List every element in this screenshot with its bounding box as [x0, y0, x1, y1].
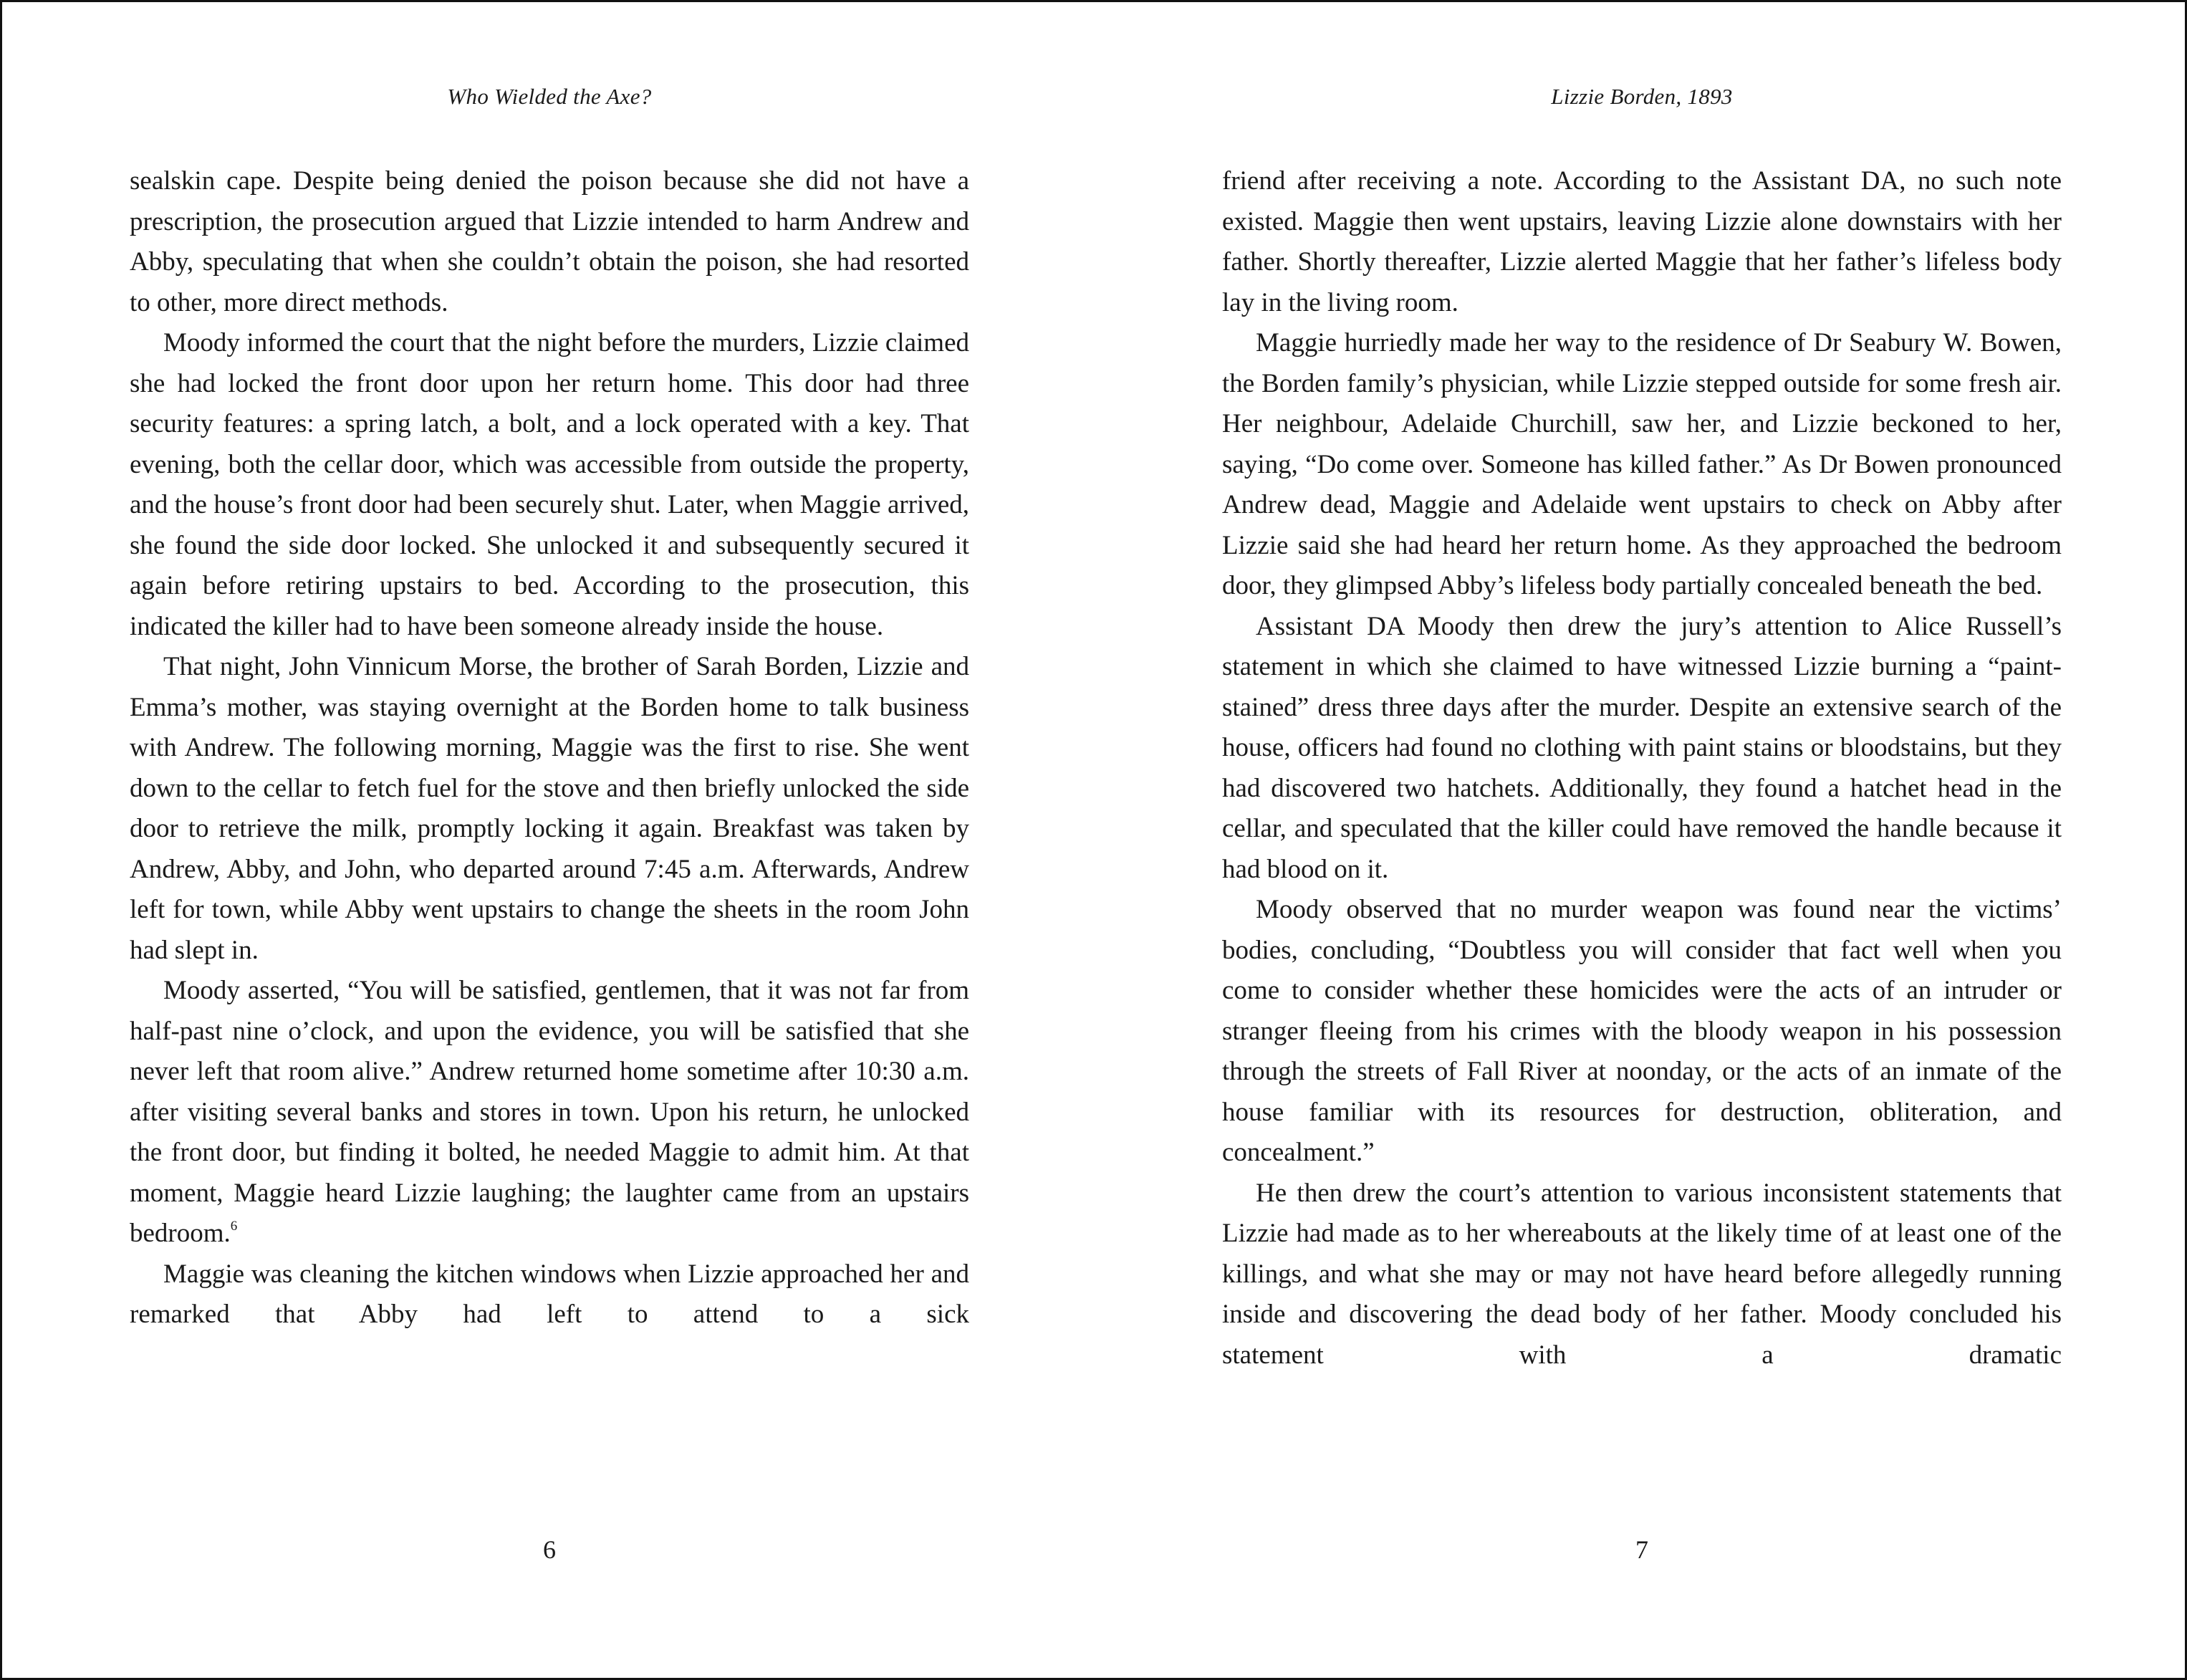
right-page: [1222, 2, 2062, 1678]
body-text-left: [130, 161, 969, 1335]
paragraph: He then drew the court’s attention to various inconsistent statements that Lizzie had made as to her whereabouts at the likely time of at least one of the killings, and what she may or may not have heard before allegedly running inside and discovering the dead body of her father. Moody concluded his statement with a dramatic: [1222, 1178, 2062, 1370]
footnote-marker[interactable]: 6: [230, 1219, 238, 1234]
paragraph: Maggie was cleaning the kitchen windows when Lizzie approached her and remarked that Abby had left to attend to a sick: [130, 1259, 969, 1329]
left-page: [130, 2, 969, 1678]
page-number-left: 6: [543, 1535, 556, 1564]
paragraph: Assistant DA Moody then drew the jury’s attention to Alice Russell’s statement in which she claimed to have witnessed Lizzie burning a “paint-stained” dress three days after the murder. Despite an extensive search of the house, officers had found no clothing with paint stains or bloodstains, but they had discovered two hatchets. Additionally, they found a hatchet head in the cellar, and speculated that the killer could have removed the handle because it had blood on it.: [1222, 611, 2062, 884]
paragraph-text: Moody asserted, “You will be satisfied, gentlemen, that it was not far from half-past nine o’clock, and upon the evidence, you will be satisfied that she never left that room alive.” Andrew returned home sometime after 10:30 a.m. after visiting several banks and stores in town. Upon his return, he unlocked the front door, but finding it bolted, he needed Maggie to admit him. At that moment, Maggie heard Lizzie laughing; the laughter came from an upstairs bedroom.: [130, 976, 969, 1248]
paragraph: Moody informed the court that the night before the murders, Lizzie claimed she had locked the front door upon her return home. This door had three security features: a spring latch, a bolt, and a lock operated with a key. That evening, both the cellar door, which was accessible from outside the property, and the house’s front door had been securely shut. Later, when Maggie arrived, she found the side door locked. She unlocked it and subsequently secured it again before retiring upstairs to bed. According to the prosecution, this indicated the killer had to have been someone already inside the house.: [130, 328, 969, 641]
paragraph: Maggie hurriedly made her way to the residence of Dr Seabury W. Bowen, the Borden family’s physician, while Lizzie stepped outside for some fresh air. Her neighbour, Adelaide Churchill, saw her, and Lizzie beckoned to her, saying, “Do come over. Someone has killed father.” As Dr Bowen pronounced Andrew dead, Maggie and Adelaide went upstairs to check on Abby after Lizzie said she had heard her return home. As they approached the bedroom door, they glimpsed Abby’s lifeless body partially concealed beneath the bed.: [1222, 328, 2062, 600]
running-head-left: Who Wielded the Axe?: [447, 84, 652, 109]
paragraph-with-footnote: [130, 971, 969, 1254]
paragraph: sealskin cape. Despite being denied the poison because she did not have a prescription, the prosecution argued that Lizzie intended to harm Andrew and Abby, speculating that when she couldn’t obtain the poison, she had resorted to other, more direct methods.: [130, 166, 969, 317]
paragraph: friend after receiving a note. According to the Assistant DA, no such note existed. Maggie then went upstairs, leaving Lizzie alone downstairs with her father. Shortly thereafter, Lizzie alerted Maggie that her father’s lifeless body lay in the living room.: [1222, 166, 2062, 317]
paragraph: Moody observed that no murder weapon was found near the victims’ bodies, concluding, “Doubtless you will consider that fact well when you come to consider whether these homicides were the acts of an intruder or stranger fleeing from his crimes with the bloody weapon in his possession through the streets of Fall River at noonday, or the acts of an inmate of the house familiar with its resources for destruction, obliteration, and concealment.”: [1222, 895, 2062, 1167]
body-text-right: [1222, 161, 2062, 1376]
page-number-right: 7: [1635, 1535, 1648, 1564]
running-head-right: Lizzie Borden, 1893: [1551, 84, 1733, 109]
paragraph: That night, John Vinnicum Morse, the brother of Sarah Borden, Lizzie and Emma’s mother, was staying overnight at the Borden home to talk business with Andrew. The following morning, Maggie was the first to rise. She went down to the cellar to fetch fuel for the stove and then briefly unlocked the side door to retrieve the milk, promptly locking it again. Breakfast was taken by Andrew, Abby, and John, who departed around 7:45 a.m. Afterwards, Andrew left for town, while Abby went upstairs to change the sheets in the room John had slept in.: [130, 652, 969, 965]
